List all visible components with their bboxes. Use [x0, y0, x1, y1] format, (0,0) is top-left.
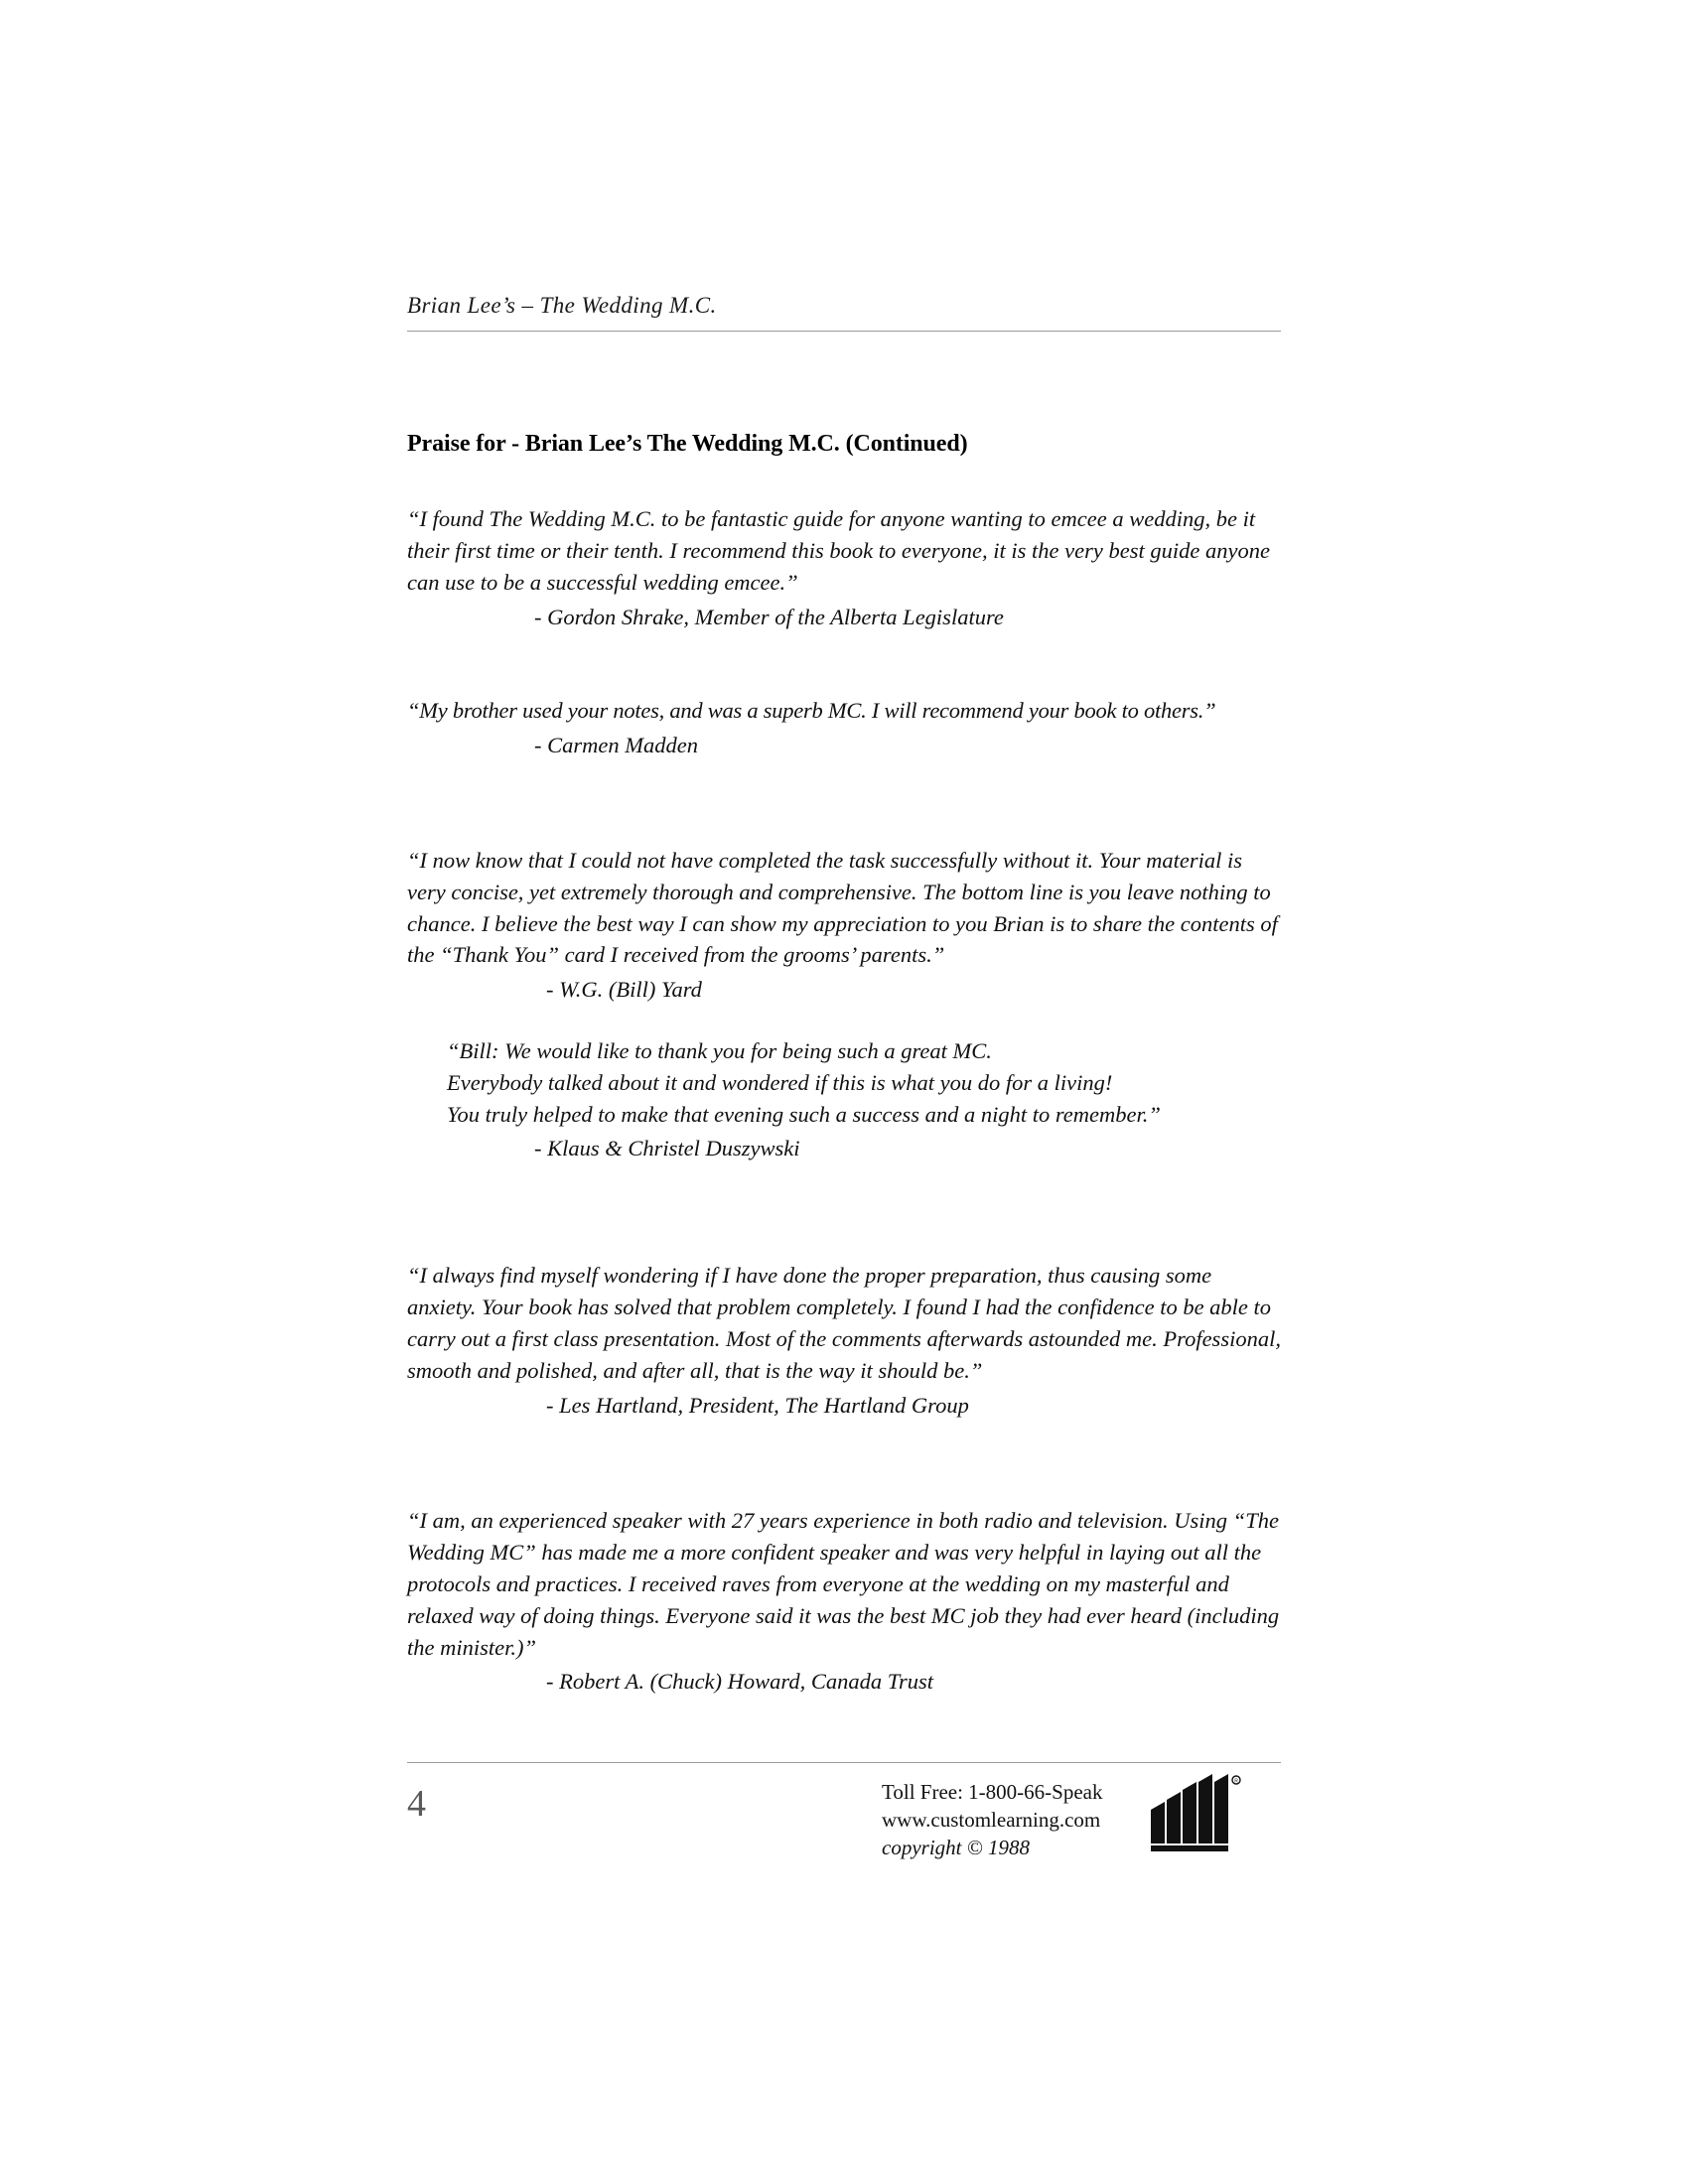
nested-attribution: - Klaus & Christel Duszywski — [534, 1136, 800, 1161]
nested-quote-line: Everybody talked about it and wondered if this is what you do for a living! — [447, 1070, 1113, 1096]
header-divider — [407, 331, 1281, 332]
running-header: Brian Lee’s – The Wedding M.C. — [407, 293, 717, 318]
testimonial-quote: “I now know that I could not have completed the task successfully without it. Your material is very concise, yet extremely thorough and comprehensive. The bottom line is you leave nothing to chance. I believe the best way I can show my appreciation to you Brian is to share the contents of the “Thank You” card I received from the grooms’ parents.” — [407, 847, 1278, 968]
nested-quote-line: You truly helped to make that evening such a success and a night to remember.” — [447, 1102, 1161, 1128]
testimonial-attribution: - Carmen Madden — [534, 732, 698, 757]
testimonial-item — [407, 1260, 1281, 1422]
footer-website: www.customlearning.com — [882, 1807, 1101, 1832]
testimonial-quote: “I found The Wedding M.C. to be fantastic guide for anyone wanting to emcee a wedding, be it their first time or their tenth. I recommend this book to everyone, it is the very best guide anyone can use to be a successful wedding emcee.” — [407, 506, 1270, 595]
nested-quote — [407, 1035, 1281, 1131]
footer-contact-info — [882, 1779, 1102, 1862]
testimonial-attribution: - W.G. (Bill) Yard — [546, 977, 702, 1003]
testimonial-attribution: - Gordon Shrake, Member of the Alberta Legislature — [534, 604, 1004, 629]
page-content — [407, 293, 1281, 1698]
testimonial-item — [407, 695, 1281, 761]
testimonial-attribution: - Les Hartland, President, The Hartland Group — [546, 1392, 969, 1418]
footer-divider — [407, 1762, 1281, 1763]
page-number: 4 — [407, 1783, 426, 1825]
testimonial-item — [407, 503, 1281, 633]
testimonial-quote: “I am, an experienced speaker with 27 years experience in both radio and television. Using “The Wedding MC” has made me a more confident speaker and was very helpful in laying out all the protocols and practices. I received raves from everyone at the wedding on my masterful and relaxed way of doing things. Everyone said it was the best MC job they had ever heard (including the minister.)” — [407, 1507, 1280, 1660]
custom-learning-logo — [1147, 1772, 1256, 1853]
testimonial-quote: “My brother used your notes, and was a superb MC. I will recommend your book to others.” — [407, 697, 1216, 723]
nested-quote-line: “Bill: We would like to thank you for being such a great MC. — [447, 1038, 992, 1064]
testimonial-item — [407, 1505, 1281, 1699]
testimonial-quote: “I always find myself wondering if I have done the proper preparation, thus causing some anxiety. Your book has solved that problem completely. I found I had the confidence to be able to carry out a first class presentation. Most of the comments afterwards astounded me. Professional, smooth and polished, and after all, that is the way it should be.” — [407, 1263, 1281, 1383]
footer-toll-free: Toll Free: 1-800-66-Speak — [882, 1780, 1103, 1804]
testimonial-attribution: - Robert A. (Chuck) Howard, Canada Trust — [546, 1669, 934, 1695]
page-title: Praise for - Brian Lee’s The Wedding M.C. (Continued) — [407, 431, 968, 457]
testimonial-item — [407, 845, 1281, 1164]
svg-text:R: R — [1234, 1778, 1238, 1785]
footer-copyright: copyright © 1988 — [882, 1835, 1030, 1859]
